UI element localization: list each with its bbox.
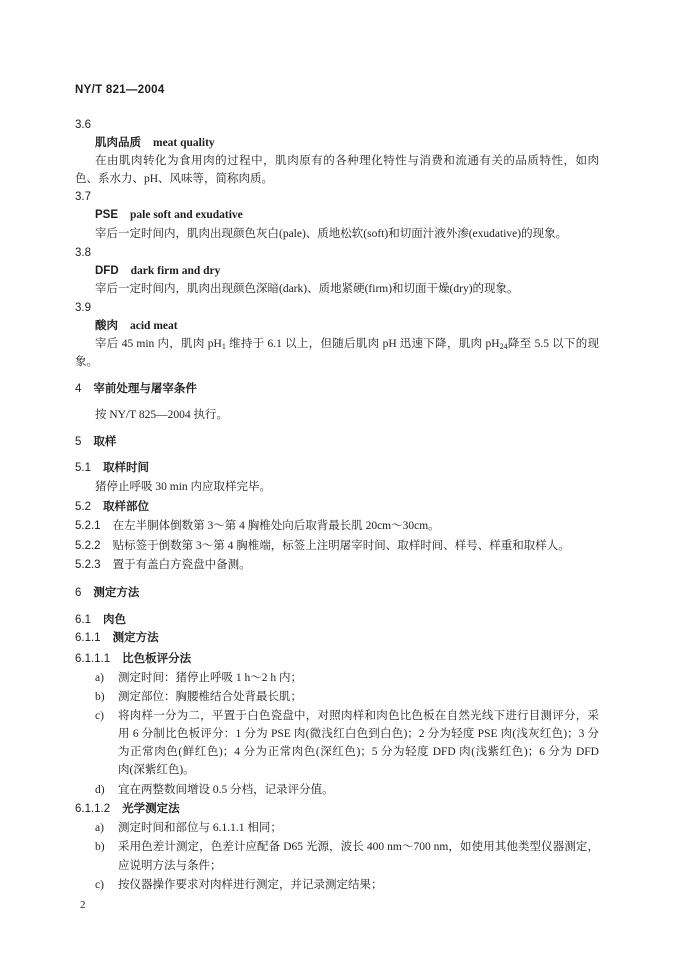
subclause-heading (75, 629, 159, 647)
list-item-text: 测定部位：胸腰椎结合处背最长肌； (118, 691, 302, 703)
subclause-title: 测定方法 (112, 632, 159, 644)
term-name: 酸肉 (95, 320, 118, 332)
term-name: 肌肉品质 (95, 137, 141, 149)
numbered-item (75, 537, 570, 555)
clause-number: 4 (75, 383, 82, 395)
list-item-text: 将肉样一分为二，平置于白色瓷盘中，对照肉样和肉色比色板在自然光线下进行目测评分，采 (118, 710, 599, 722)
subclause-heading (75, 611, 126, 629)
subclause-number: 6.1.1.2 (75, 803, 111, 815)
list-item-label: a) (95, 822, 104, 834)
page-number: 2 (80, 899, 86, 911)
definition-text: 降至 5.5 以下的现 (507, 338, 600, 350)
term-name: DFD (95, 265, 119, 277)
list-item-text: 按仪器操作要求对肉样进行测定，并记录测定结果； (118, 879, 383, 891)
list-item-text: 应说明方法与条件； (118, 860, 222, 872)
term-name: PSE (95, 209, 119, 221)
list-item-text: 测定时间：猪停止呼吸 1 h～2 h 内； (118, 672, 302, 684)
item-number: 5.2.1 (75, 520, 101, 532)
subclause-title: 肉色 (103, 614, 126, 626)
clause-title: 宰前处理与屠宰条件 (93, 383, 197, 395)
term-number: 3.7 (75, 191, 91, 203)
subclause-number: 6.1 (75, 614, 91, 626)
subclause-heading (75, 650, 191, 668)
list-item-text: 测定时间和部位与 6.1.1.1 相同； (118, 822, 282, 834)
clause-number: 5 (75, 436, 82, 448)
subclause-text: 猪停止呼吸 30 min 内应取样完毕。 (95, 481, 272, 493)
clause-heading (75, 433, 116, 451)
item-number: 5.2.3 (75, 559, 101, 571)
list-item-text: 为正常肉色(鲜红色)；4 分为正常肉色(深红色)；5 分为轻度 DFD 肉(浅紫红色)；6 分为 DFD (118, 746, 599, 758)
term-english: meat quality (153, 137, 215, 149)
subclause-heading (75, 800, 180, 818)
subclause-title: 取样时间 (103, 462, 149, 474)
term-english: acid meat (130, 320, 178, 332)
term-english: pale soft and exudative (130, 209, 243, 221)
clause-title: 测定方法 (93, 587, 140, 599)
subclause-number: 5.1 (75, 462, 91, 474)
list-item-text: 宜在两整数间增设 0.5 分档，记录评分值。 (118, 784, 334, 796)
item-text: 在左半胴体倒数第 3～第 4 胸椎处向后取背最长肌 20cm～30cm。 (112, 520, 440, 532)
term-heading (95, 134, 215, 152)
list-item-label: a) (95, 672, 104, 684)
clause-heading (75, 584, 139, 602)
subclause-number: 6.1.1 (75, 632, 101, 644)
term-english: dark firm and dry (130, 265, 221, 277)
term-definition-line: 象。 (75, 356, 98, 368)
definition-text: 维持于 6.1 以上，但随后肌肉 pH 迅速下降，肌肉 pH (225, 338, 500, 350)
item-number: 5.2.2 (75, 540, 101, 552)
clause-heading (75, 380, 197, 398)
term-heading (95, 206, 243, 224)
term-definition-line (95, 335, 599, 353)
item-text: 置于有盖白方瓷盘中备测。 (112, 559, 251, 571)
term-number: 3.6 (75, 119, 91, 131)
numbered-item (75, 517, 440, 535)
list-item-text: 采用色差计测定，色差计应配备 D65 光源，波长 400 nm～700 nm，如使用其他类型仪器测定， (118, 841, 599, 853)
definition-text: 宰后 45 min 内，肌肉 pH (95, 338, 222, 350)
term-heading (95, 317, 178, 335)
ph-subscript: 1 (221, 342, 226, 351)
list-item-text: 用 6 分制比色板评分：1 分为 PSE 肉(微浅红白色到白色)；2 分为轻度 PSE 肉(浅灰红色)；3 分 (118, 728, 599, 740)
item-text: 贴标签于倒数第 3～第 4 胸椎端，标签上注明屠宰时间、取样时间、样号、样重和取样人。 (112, 540, 570, 552)
list-item-label: c) (95, 879, 104, 891)
subclause-title: 取样部位 (103, 501, 149, 513)
term-number: 3.9 (75, 302, 91, 314)
list-item-text: 肉(深紫红色)。 (118, 764, 195, 776)
numbered-item (75, 556, 251, 574)
ph-subscript: 24 (499, 342, 508, 351)
term-definition-line: 在由肌肉转化为食用肉的过程中，肌肉原有的各种理化特性与消费和流通有关的品质特性，如肉 (95, 155, 599, 167)
clause-text: 按 NY/T 825—2004 执行。 (95, 409, 228, 421)
clause-number: 6 (75, 587, 82, 599)
term-definition-line: 宰后一定时间内，肌肉出现颜色灰白(pale)、质地松软(soft)和切面汁液外渗(exudative)的现象。 (95, 228, 568, 240)
clause-title: 取样 (93, 436, 117, 448)
subclause-number: 6.1.1.1 (75, 653, 111, 665)
term-definition-line: 宰后一定时间内，肌肉出现颜色深暗(dark)、质地紧硬(firm)和切面干燥(dry)的现象。 (95, 283, 519, 295)
subclause-heading (75, 459, 149, 477)
term-number: 3.8 (75, 247, 91, 259)
subclause-number: 5.2 (75, 501, 91, 513)
subclause-title: 光学测定法 (122, 803, 180, 815)
list-item-label: b) (95, 841, 105, 853)
term-heading (95, 262, 220, 280)
list-item-label: b) (95, 691, 105, 703)
subclause-title: 比色板评分法 (122, 653, 192, 665)
standard-code-header: NY/T 821—2004 (75, 84, 165, 96)
list-item-label: d) (95, 784, 105, 796)
term-definition-line: 色、系水力、pH、风味等，简称肉质。 (75, 173, 274, 185)
subclause-heading (75, 498, 149, 516)
list-item-label: c) (95, 710, 104, 722)
